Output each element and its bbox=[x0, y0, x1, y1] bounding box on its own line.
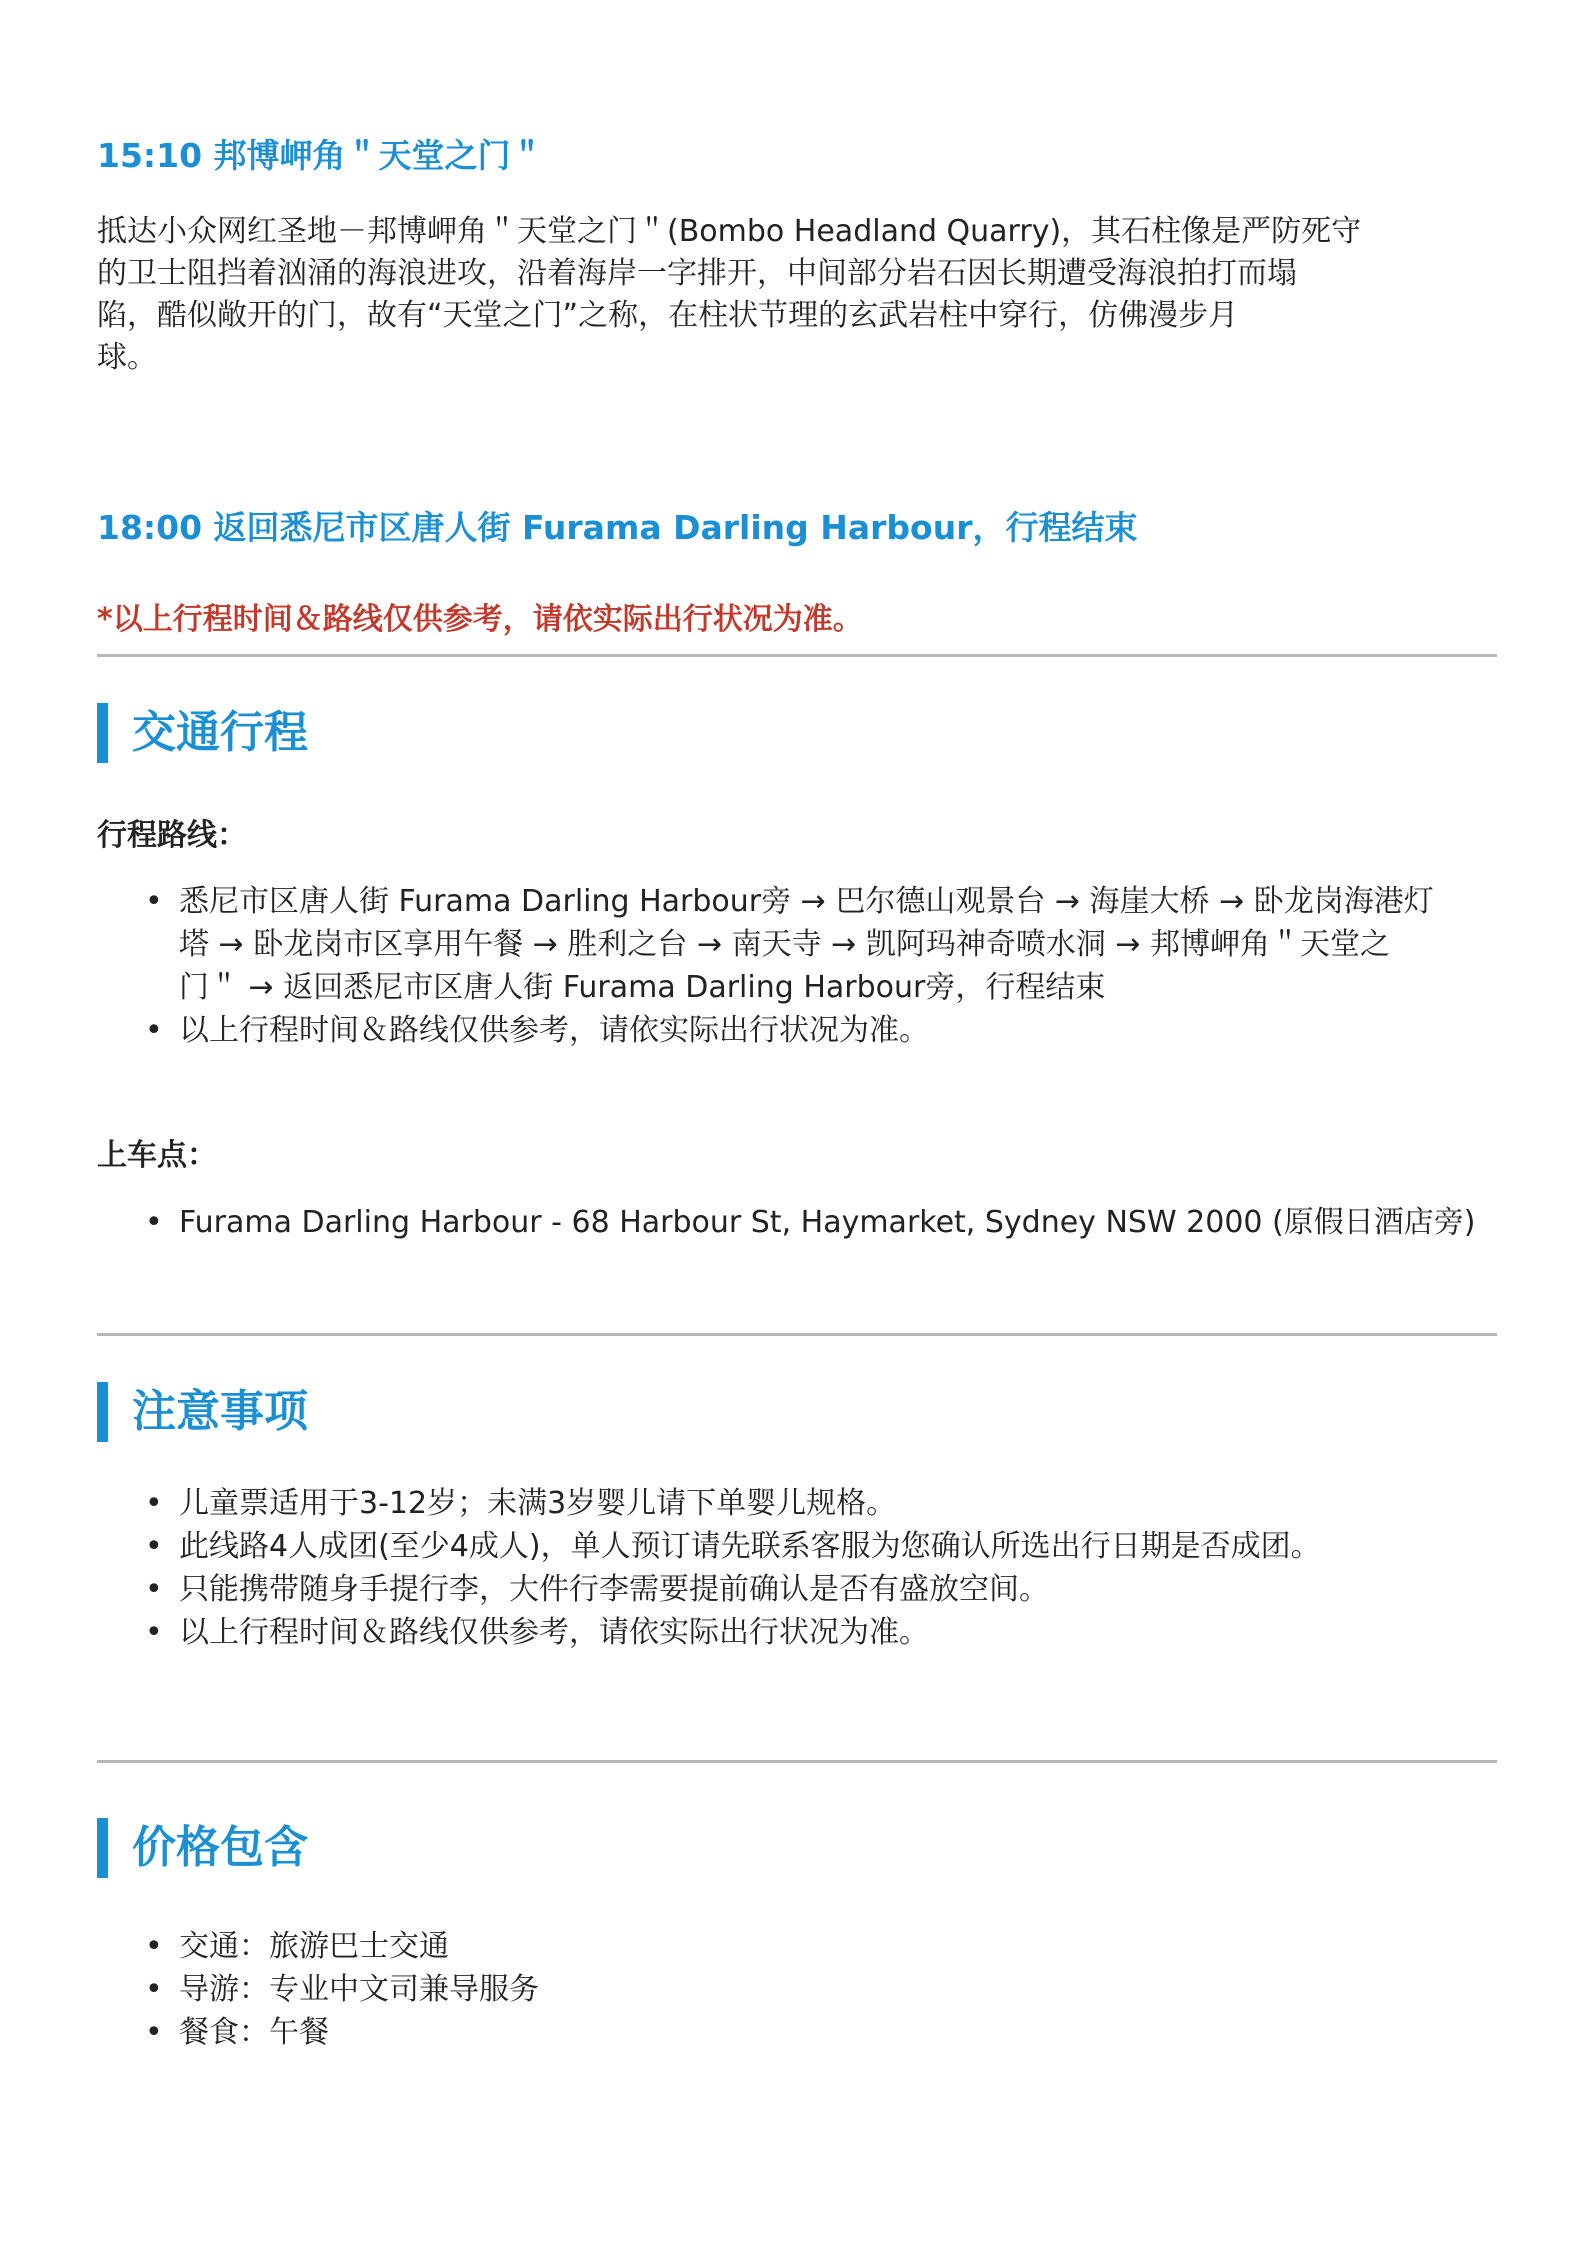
include-text: 导游：专业中文司兼导服务 bbox=[179, 1972, 539, 2007]
list-item bbox=[145, 1925, 1495, 1968]
route-list bbox=[145, 880, 1495, 1052]
bullet-icon: • bbox=[145, 1615, 163, 1650]
route-label: 行程路线： bbox=[97, 818, 247, 853]
itinerary-disclaimer: *以上行程时间＆路线仅供参考，请依实际出行状况为准。 bbox=[97, 602, 863, 637]
list-item bbox=[145, 2011, 1495, 2054]
bullet-icon: • bbox=[145, 1205, 163, 1240]
list-item bbox=[145, 1009, 1495, 1052]
include-text: 餐食：午餐 bbox=[179, 2015, 329, 2050]
bullet-icon: • bbox=[145, 884, 163, 919]
section-divider bbox=[97, 1333, 1497, 1336]
section-divider bbox=[97, 1760, 1497, 1763]
bullet-icon: • bbox=[145, 1929, 163, 1964]
section-divider bbox=[97, 654, 1497, 657]
pickup-address: Furama Darling Harbour - 68 Harbour St, Haymarket, Sydney NSW 2000 (原假日酒店旁) bbox=[179, 1205, 1476, 1240]
note-text: 儿童票适用于3-12岁；未满3岁婴儿请下单婴儿规格。 bbox=[179, 1486, 897, 1521]
list-item bbox=[145, 1525, 1495, 1568]
bullet-icon: • bbox=[145, 1529, 163, 1564]
route-line: 以上行程时间＆路线仅供参考，请依实际出行状况为准。 bbox=[179, 1013, 929, 1048]
list-item bbox=[145, 1968, 1495, 2011]
stop-description-1510 bbox=[97, 211, 1427, 379]
pickup-list bbox=[145, 1201, 1495, 1244]
list-item bbox=[145, 1611, 1495, 1654]
list-item bbox=[145, 1201, 1495, 1244]
list-item bbox=[145, 1568, 1495, 1611]
section-title-includes: 价格包含 bbox=[97, 1818, 308, 1878]
pickup-label: 上车点： bbox=[97, 1138, 217, 1173]
bullet-icon: • bbox=[145, 1972, 163, 2007]
includes-list bbox=[145, 1925, 1495, 2054]
route-line: 门＂ → 返回悉尼市区唐人街 Furama Darling Harbour旁，行程结束 bbox=[179, 970, 1106, 1005]
list-item bbox=[145, 880, 1495, 1009]
note-text: 以上行程时间＆路线仅供参考，请依实际出行状况为准。 bbox=[179, 1615, 929, 1650]
description-line: 抵达小众网红圣地－邦博岬角＂天堂之门＂(Bombo Headland Quarry)，其石柱像是严防死守 bbox=[97, 214, 1362, 249]
bullet-icon: • bbox=[145, 2015, 163, 2050]
bullet-icon: • bbox=[145, 1486, 163, 1521]
note-text: 此线路4人成团(至少4成人)，单人预订请先联系客服为您确认所选出行日期是否成团。 bbox=[179, 1529, 1321, 1564]
note-text: 只能携带随身手提行李，大件行李需要提前确认是否有盛放空间。 bbox=[179, 1572, 1049, 1607]
route-line: 塔 → 卧龙岗市区享用午餐 → 胜利之台 → 南天寺 → 凯阿玛神奇喷水洞 → 邦博岬角＂天堂之 bbox=[179, 927, 1391, 962]
bullet-icon: • bbox=[145, 1013, 163, 1048]
bullet-icon: • bbox=[145, 1572, 163, 1607]
include-text: 交通：旅游巴士交通 bbox=[179, 1929, 449, 1964]
list-item bbox=[145, 1482, 1495, 1525]
notes-list bbox=[145, 1482, 1495, 1654]
description-line: 球。 bbox=[97, 340, 157, 375]
section-title-transport: 交通行程 bbox=[97, 703, 308, 763]
stop-heading-1510: 15:10 邦博岬角＂天堂之门＂ bbox=[97, 136, 544, 175]
description-line: 的卫士阻挡着汹涌的海浪进攻，沿着海岸一字排开，中间部分岩石因长期遭受海浪拍打而塌 bbox=[97, 256, 1297, 291]
section-title-notes: 注意事项 bbox=[97, 1382, 308, 1442]
stop-heading-1800: 18:00 返回悉尼市区唐人街 Furama Darling Harbour，行程结束 bbox=[97, 508, 1138, 547]
route-line: 悉尼市区唐人街 Furama Darling Harbour旁 → 巴尔德山观景台 → 海崖大桥 → 卧龙岗海港灯 bbox=[179, 884, 1434, 919]
description-line: 陷，酷似敞开的门，故有“天堂之门”之称，在柱状节理的玄武岩柱中穿行，仿佛漫步月 bbox=[97, 298, 1239, 333]
